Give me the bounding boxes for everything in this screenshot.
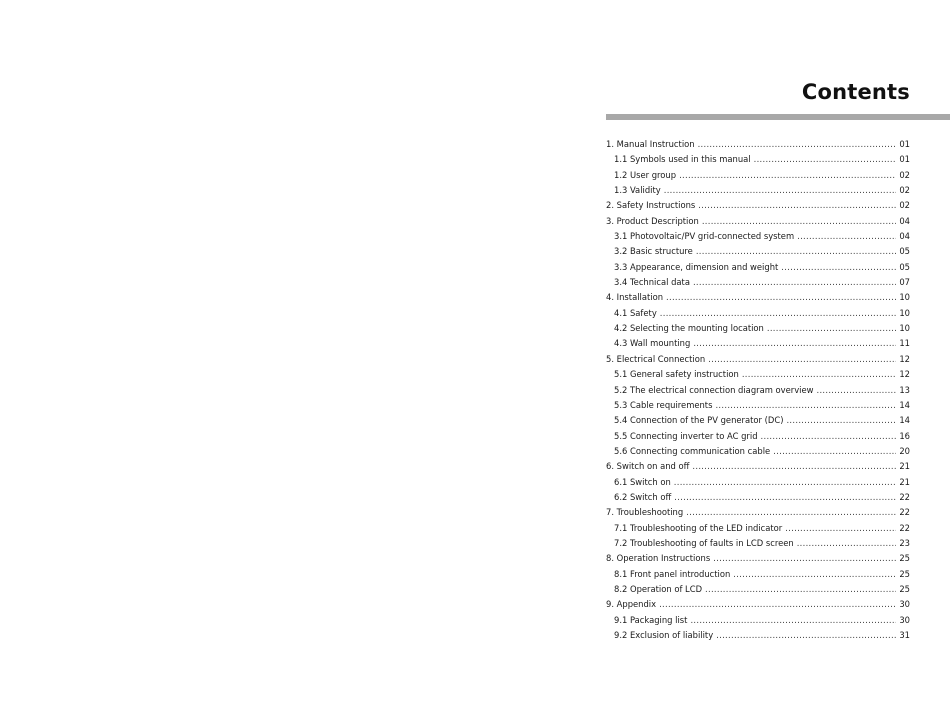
- toc-entry-page-number: 01: [899, 154, 910, 165]
- toc-section-entry[interactable]: [606, 198, 910, 213]
- toc-entry-page-number: 10: [899, 292, 910, 303]
- toc-entry-page-number: 30: [899, 599, 910, 610]
- toc-entry-page-number: 02: [899, 169, 910, 180]
- toc-entry-label: 5.3 Cable requirements: [614, 399, 713, 410]
- toc-dot-leader: [785, 521, 896, 536]
- toc-dot-leader: [659, 597, 896, 612]
- toc-entry-page-number: 21: [899, 476, 910, 487]
- toc-subsection-entry[interactable]: [606, 260, 910, 275]
- toc-entry-label: 4.2 Selecting the mounting location: [614, 323, 764, 334]
- toc-subsection-entry[interactable]: [606, 490, 910, 505]
- toc-entry-label: 5.6 Connecting communication cable: [614, 445, 771, 456]
- toc-subsection-entry[interactable]: [606, 383, 910, 398]
- toc-entry-label: 3.1 Photovoltaic/PV grid-connected system: [614, 231, 795, 242]
- toc-subsection-entry[interactable]: [606, 321, 910, 336]
- toc-entry-label: 6. Switch on and off: [606, 461, 690, 472]
- toc-entry-label: 5. Electrical Connection: [606, 353, 706, 364]
- toc-subsection-entry[interactable]: [606, 429, 910, 444]
- toc-entry-page-number: 12: [899, 369, 910, 380]
- toc-dot-leader: [716, 628, 896, 643]
- toc-entry-page-number: 30: [899, 614, 910, 625]
- toc-section-entry[interactable]: [606, 505, 910, 520]
- toc-dot-leader: [693, 336, 896, 351]
- toc-dot-leader: [660, 306, 896, 321]
- toc-subsection-entry[interactable]: [606, 398, 910, 413]
- toc-subsection-entry[interactable]: [606, 152, 910, 167]
- toc-dot-leader: [690, 613, 896, 628]
- toc-subsection-entry[interactable]: [606, 306, 910, 321]
- toc-section-entry[interactable]: [606, 137, 910, 152]
- toc-entry-label: 7.2 Troubleshooting of faults in LCD screen: [614, 537, 794, 548]
- toc-entry-page-number: 05: [899, 261, 910, 272]
- table-of-contents: [606, 137, 910, 643]
- toc-dot-leader: [679, 168, 896, 183]
- toc-dot-leader: [797, 229, 896, 244]
- toc-entry-page-number: 12: [899, 353, 910, 364]
- toc-entry-label: 9. Appendix: [606, 599, 657, 610]
- toc-entry-page-number: 25: [899, 583, 910, 594]
- toc-dot-leader: [797, 536, 896, 551]
- toc-subsection-entry[interactable]: [606, 183, 910, 198]
- toc-dot-leader: [715, 398, 896, 413]
- toc-entry-page-number: 22: [899, 507, 910, 518]
- toc-entry-page-number: 25: [899, 553, 910, 564]
- toc-subsection-entry[interactable]: [606, 613, 910, 628]
- toc-dot-leader: [698, 137, 896, 152]
- toc-entry-page-number: 07: [899, 277, 910, 288]
- toc-entry-label: 5.1 General safety instruction: [614, 369, 739, 380]
- toc-dot-leader: [696, 244, 896, 259]
- toc-entry-label: 3. Product Description: [606, 215, 699, 226]
- toc-dot-leader: [705, 582, 896, 597]
- toc-section-entry[interactable]: [606, 597, 910, 612]
- toc-entry-label: 3.4 Technical data: [614, 277, 690, 288]
- toc-subsection-entry[interactable]: [606, 244, 910, 259]
- toc-entry-label: 6.2 Switch off: [614, 491, 672, 502]
- toc-subsection-entry[interactable]: [606, 413, 910, 428]
- toc-dot-leader: [664, 183, 896, 198]
- page-title: Contents: [801, 80, 910, 104]
- toc-dot-leader: [773, 444, 896, 459]
- toc-entry-label: 6.1 Switch on: [614, 476, 671, 487]
- toc-entry-page-number: 04: [899, 215, 910, 226]
- toc-entry-label: 8. Operation Instructions: [606, 553, 711, 564]
- toc-dot-leader: [708, 352, 896, 367]
- toc-subsection-entry[interactable]: [606, 536, 910, 551]
- toc-subsection-entry[interactable]: [606, 367, 910, 382]
- toc-entry-page-number: 22: [899, 491, 910, 502]
- title-underline-bar: [606, 114, 950, 120]
- toc-entry-label: 4.3 Wall mounting: [614, 338, 691, 349]
- toc-entry-page-number: 14: [899, 399, 910, 410]
- toc-entry-label: 4. Installation: [606, 292, 664, 303]
- toc-dot-leader: [733, 567, 896, 582]
- toc-entry-label: 7. Troubleshooting: [606, 507, 684, 518]
- toc-dot-leader: [761, 429, 896, 444]
- toc-entry-label: 5.5 Connecting inverter to AC grid: [614, 430, 758, 441]
- toc-subsection-entry[interactable]: [606, 444, 910, 459]
- toc-section-entry[interactable]: [606, 459, 910, 474]
- toc-dot-leader: [767, 321, 896, 336]
- toc-entry-page-number: 10: [899, 323, 910, 334]
- toc-dot-leader: [754, 152, 896, 167]
- toc-entry-label: 3.3 Appearance, dimension and weight: [614, 261, 779, 272]
- toc-entry-page-number: 22: [899, 522, 910, 533]
- toc-entry-page-number: 02: [899, 200, 910, 211]
- toc-entry-page-number: 05: [899, 246, 910, 257]
- toc-section-entry[interactable]: [606, 352, 910, 367]
- toc-entry-label: 5.2 The electrical connection diagram overview: [614, 384, 814, 395]
- toc-entry-label: 2. Safety Instructions: [606, 200, 696, 211]
- toc-entry-page-number: 16: [899, 430, 910, 441]
- toc-entry-label: 7.1 Troubleshooting of the LED indicator: [614, 522, 783, 533]
- toc-subsection-entry[interactable]: [606, 582, 910, 597]
- toc-entry-label: 4.1 Safety: [614, 307, 657, 318]
- toc-entry-label: 1.3 Validity: [614, 185, 661, 196]
- toc-entry-page-number: 25: [899, 568, 910, 579]
- toc-entry-page-number: 04: [899, 231, 910, 242]
- toc-dot-leader: [692, 459, 896, 474]
- toc-entry-label: 1.2 User group: [614, 169, 677, 180]
- toc-dot-leader: [786, 413, 896, 428]
- toc-dot-leader: [698, 198, 896, 213]
- toc-entry-label: 1.1 Symbols used in this manual: [614, 154, 751, 165]
- toc-dot-leader: [742, 367, 896, 382]
- toc-entry-page-number: 21: [899, 461, 910, 472]
- toc-entry-page-number: 01: [899, 139, 910, 149]
- toc-entry-page-number: 13: [899, 384, 910, 395]
- toc-dot-leader: [674, 490, 896, 505]
- toc-entry-page-number: 10: [899, 307, 910, 318]
- toc-entry-page-number: 11: [899, 338, 910, 349]
- toc-dot-leader: [666, 290, 896, 305]
- toc-subsection-entry[interactable]: [606, 168, 910, 183]
- toc-entry-label: 8.2 Operation of LCD: [614, 583, 703, 594]
- toc-subsection-entry[interactable]: [606, 229, 910, 244]
- toc-section-entry[interactable]: [606, 214, 910, 229]
- toc-subsection-entry[interactable]: [606, 336, 910, 351]
- toc-entry-label: 8.1 Front panel introduction: [614, 568, 731, 579]
- toc-section-entry[interactable]: [606, 551, 910, 566]
- toc-entry-label: 3.2 Basic structure: [614, 246, 693, 257]
- toc-dot-leader: [686, 505, 896, 520]
- toc-subsection-entry[interactable]: [606, 567, 910, 582]
- toc-entry-page-number: 20: [899, 445, 910, 456]
- toc-subsection-entry[interactable]: [606, 628, 910, 643]
- toc-dot-leader: [713, 551, 896, 566]
- toc-dot-leader: [702, 214, 896, 229]
- toc-entry-page-number: 31: [899, 630, 910, 640]
- toc-section-entry[interactable]: [606, 290, 910, 305]
- toc-entry-label: 1. Manual Instruction: [606, 139, 695, 149]
- toc-entry-label: 9.1 Packaging list: [614, 614, 688, 625]
- toc-subsection-entry[interactable]: [606, 275, 910, 290]
- toc-dot-leader: [674, 475, 896, 490]
- toc-entry-page-number: 14: [899, 415, 910, 426]
- toc-entry-label: 9.2 Exclusion of liability: [614, 630, 714, 640]
- toc-entry-page-number: 02: [899, 185, 910, 196]
- toc-dot-leader: [817, 383, 897, 398]
- toc-dot-leader: [693, 275, 896, 290]
- toc-entry-page-number: 23: [899, 537, 910, 548]
- toc-subsection-entry[interactable]: [606, 475, 910, 490]
- toc-subsection-entry[interactable]: [606, 521, 910, 536]
- toc-entry-label: 5.4 Connection of the PV generator (DC): [614, 415, 784, 426]
- toc-dot-leader: [781, 260, 896, 275]
